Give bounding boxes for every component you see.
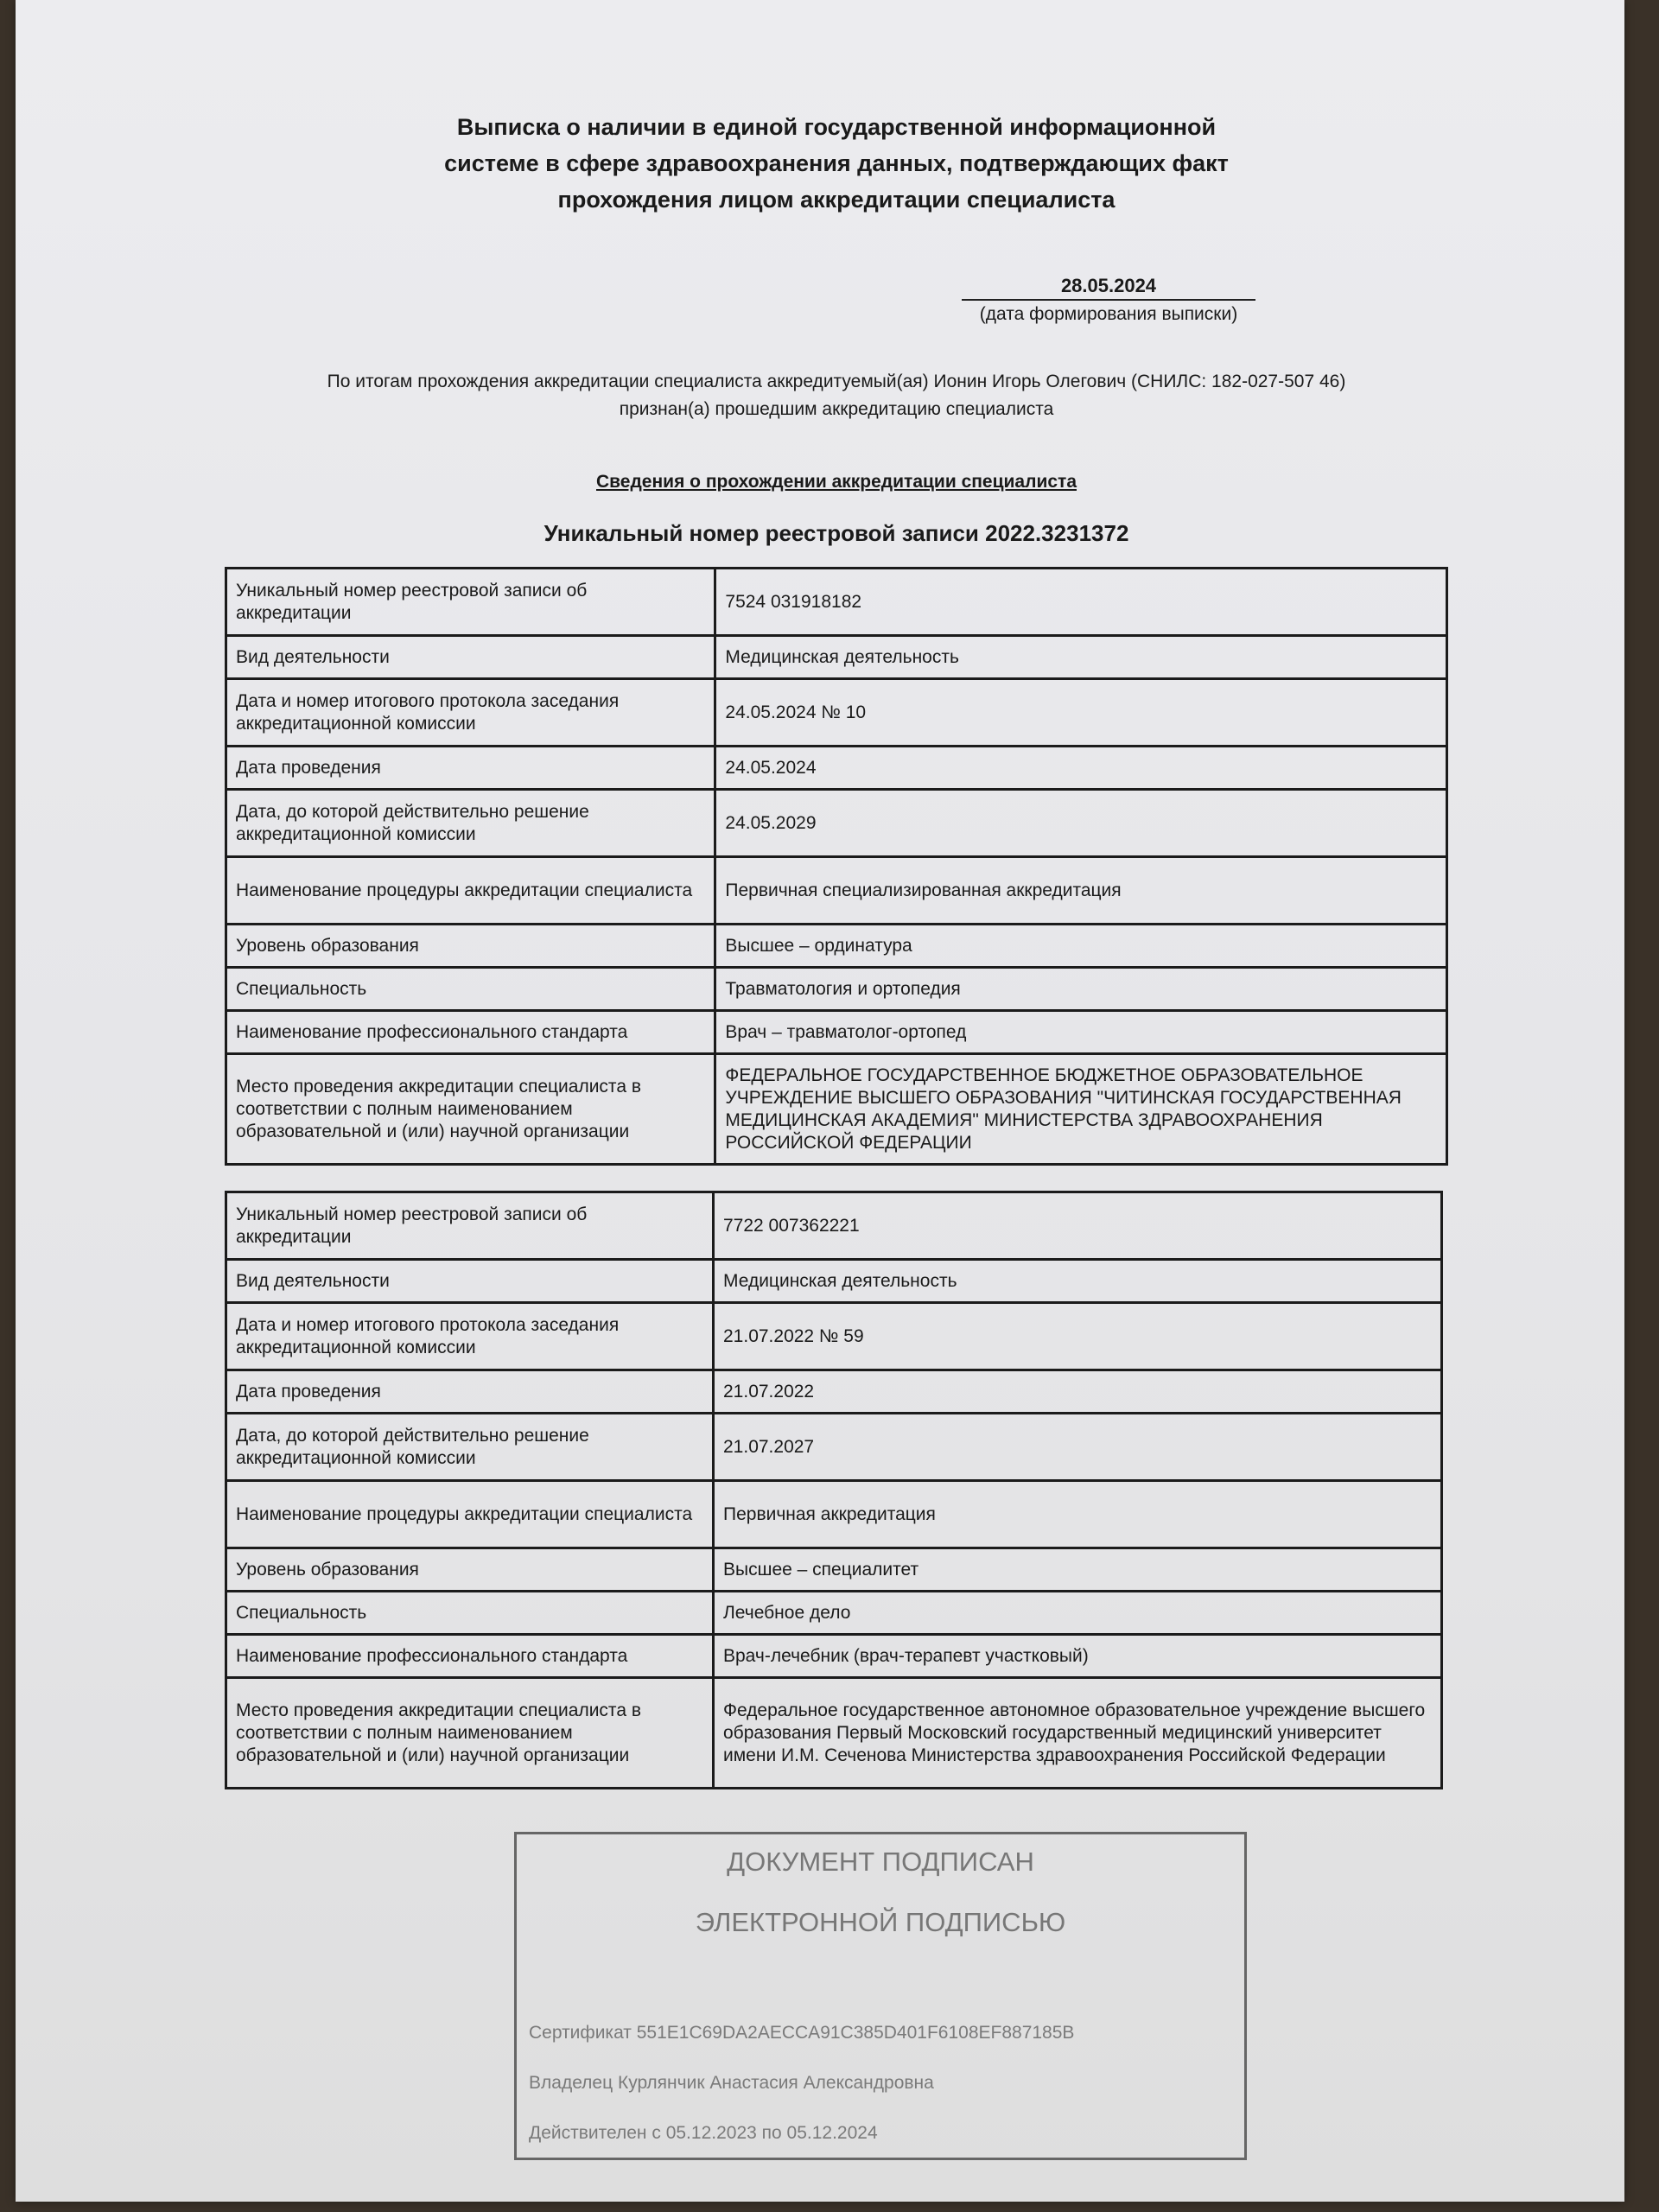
row-label: Дата проведения: [226, 747, 715, 790]
row-value: 21.07.2022: [714, 1370, 1442, 1414]
stamp-title-line-1: ДОКУМЕНТ ПОДПИСАН: [727, 1847, 1034, 1877]
stamp-title-line-2: ЭЛЕКТРОННОЙ ПОДПИСЬЮ: [695, 1907, 1066, 1937]
row-value: ФЕДЕРАЛЬНОЕ ГОСУДАРСТВЕННОЕ БЮДЖЕТНОЕ ОБРАЗОВАТЕЛЬНОЕ УЧРЕЖДЕНИЕ ВЫСШЕГО ОБРАЗОВАНИЯ "ЧИТИНСКАЯ ГОСУДАРСТВЕННАЯ МЕДИЦИНСКАЯ АКАДЕМИЯ" МИНИСТЕРСТВА ЗДРАВООХРАНЕНИЯ РОССИЙСКОЙ ФЕДЕРАЦИИ: [715, 1054, 1447, 1165]
row-label: Дата и номер итогового протокола заседания аккредитационной комиссии: [226, 1303, 714, 1370]
row-value: 7524 031918182: [715, 569, 1447, 636]
row-value: Медицинская деятельность: [714, 1260, 1442, 1303]
row-label: Уникальный номер реестровой записи об аккредитации: [226, 569, 715, 636]
extract-date-caption: (дата формирования выписки): [979, 304, 1238, 324]
table-row: [226, 679, 1447, 747]
table-row: [226, 925, 1447, 968]
document-sheet: [16, 0, 1624, 2202]
section-heading: Сведения о прохождении аккредитации специалиста: [596, 472, 1077, 492]
row-label: Дата, до которой действительно решение аккредитационной комиссии: [226, 790, 715, 857]
intro-line-2: признан(а) прошедшим аккредитацию специалиста: [619, 399, 1054, 419]
stamp-validity: Действителен с 05.12.2023 по 05.12.2024: [529, 2123, 878, 2143]
row-label: Специальность: [226, 968, 715, 1011]
table-row: [226, 1054, 1447, 1165]
row-label: Место проведения аккредитации специалиста в соответствии с полным наименованием образовательной и (или) научной организации: [226, 1054, 715, 1165]
stamp-certificate: Сертификат 551E1C69DA2AECCA91C385D401F6108EF887185B: [529, 2023, 1075, 2043]
row-label: Наименование профессионального стандарта: [226, 1635, 714, 1678]
row-value: Первичная аккредитация: [714, 1481, 1442, 1548]
title-line-2: системе в сфере здравоохранения данных, подтверждающих факт: [444, 150, 1229, 176]
row-value: Врач – травматолог-ортопед: [715, 1011, 1447, 1054]
row-value: 21.07.2027: [714, 1414, 1442, 1481]
table-row: [226, 790, 1447, 857]
extract-date: 28.05.2024: [962, 275, 1255, 301]
row-label: Наименование профессионального стандарта: [226, 1011, 715, 1054]
row-value: 24.05.2024 № 10: [715, 679, 1447, 747]
table-row: [226, 1592, 1442, 1635]
row-label: Дата, до которой действительно решение аккредитационной комиссии: [226, 1414, 714, 1481]
table-row: [226, 857, 1447, 925]
row-label: Уровень образования: [226, 925, 715, 968]
row-value: Высшее – ординатура: [715, 925, 1447, 968]
table-row: [226, 1303, 1442, 1370]
registry-number: Уникальный номер реестровой записи 2022.3231372: [543, 520, 1129, 546]
row-value: Медицинская деятельность: [715, 636, 1447, 679]
table-row: [226, 1370, 1442, 1414]
table-row: [226, 1011, 1447, 1054]
row-label: Уникальный номер реестровой записи об аккредитации: [226, 1192, 714, 1260]
table-row: [226, 1192, 1442, 1260]
title-line-1: Выписка о наличии в единой государственной информационной: [456, 114, 1217, 140]
table-row: [226, 747, 1447, 790]
accreditation-table-1: [225, 567, 1448, 1166]
intro-line-1: По итогам прохождения аккредитации специалиста аккредитуемый(ая) Ионин Игорь Олегович (СНИЛС: 182-027-507 46): [327, 372, 1346, 391]
intro-paragraph: [180, 368, 1493, 423]
row-value: Высшее – специалитет: [714, 1548, 1442, 1592]
row-value: Врач-лечебник (врач-терапевт участковый): [714, 1635, 1442, 1678]
row-label: Специальность: [226, 1592, 714, 1635]
row-label: Наименование процедуры аккредитации специалиста: [226, 857, 715, 925]
row-value: Травматология и ортопедия: [715, 968, 1447, 1011]
table-row: [226, 569, 1447, 636]
row-label: Дата проведения: [226, 1370, 714, 1414]
table-row: [226, 1678, 1442, 1789]
extract-date-block: [962, 275, 1255, 325]
accreditation-table-2: [225, 1191, 1443, 1789]
table-row: [226, 1481, 1442, 1548]
stamp-owner: Владелец Курлянчик Анастасия Александровна: [529, 2073, 934, 2093]
row-label: Вид деятельности: [226, 636, 715, 679]
row-value: 7722 007362221: [714, 1192, 1442, 1260]
table-row: [226, 1635, 1442, 1678]
row-label: Вид деятельности: [226, 1260, 714, 1303]
document-title: [327, 109, 1346, 218]
table-row: [226, 1414, 1442, 1481]
table-row: [226, 636, 1447, 679]
row-value: 24.05.2029: [715, 790, 1447, 857]
title-line-3: прохождения лицом аккредитации специалиста: [557, 187, 1116, 213]
row-value: 24.05.2024: [715, 747, 1447, 790]
row-label: Наименование процедуры аккредитации специалиста: [226, 1481, 714, 1548]
row-label: Уровень образования: [226, 1548, 714, 1592]
row-label: Место проведения аккредитации специалиста в соответствии с полным наименованием образовательной и (или) научной организации: [226, 1678, 714, 1789]
table-row: [226, 968, 1447, 1011]
row-value: 21.07.2022 № 59: [714, 1303, 1442, 1370]
row-value: Федеральное государственное автономное образовательное учреждение высшего образования Первый Московский государственный медицинский университет имени И.М. Сеченова Министерства здравоохранения Российской Федерации: [714, 1678, 1442, 1789]
row-label: Дата и номер итогового протокола заседания аккредитационной комиссии: [226, 679, 715, 747]
table-row: [226, 1260, 1442, 1303]
electronic-signature-stamp: [514, 1832, 1247, 2160]
table-row: [226, 1548, 1442, 1592]
row-value: Первичная специализированная аккредитация: [715, 857, 1447, 925]
row-value: Лечебное дело: [714, 1592, 1442, 1635]
